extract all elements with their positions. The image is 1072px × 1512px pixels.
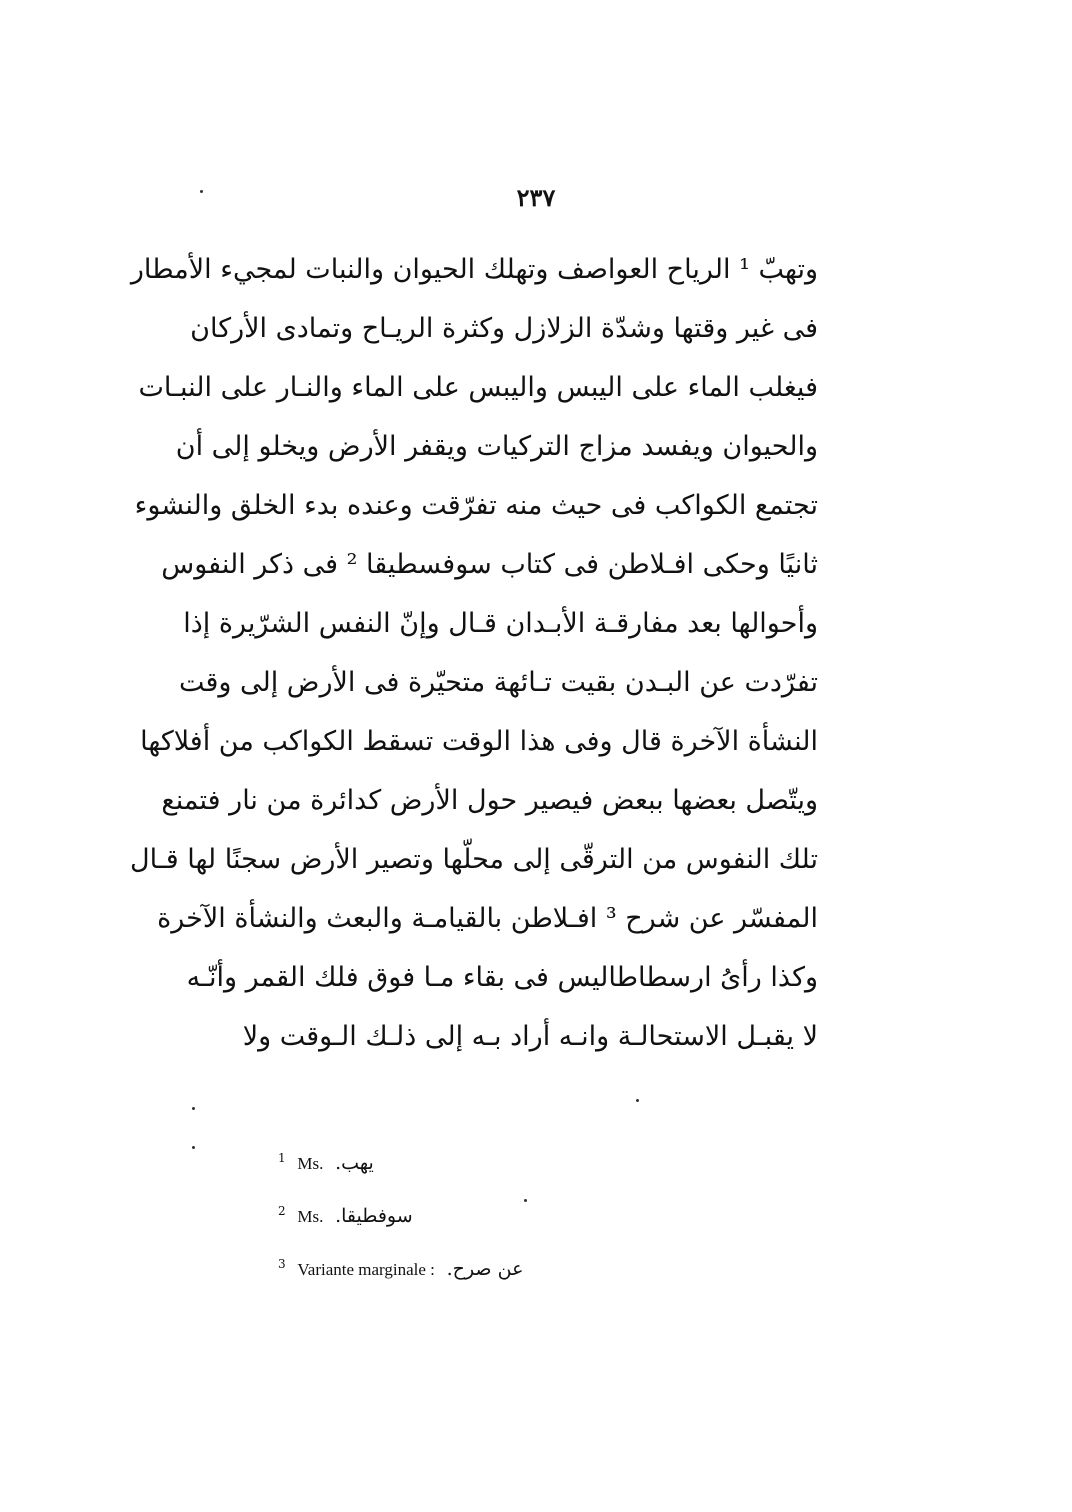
text-line: والحيوان ويفسد مزاج التركيات ويقفر الأرض ويخلو إلى أن [175, 431, 818, 462]
text-line: ثانيًا وحكى افـلاطن فى كتاب سوفسطيقا ² فى ذكر النفوس [161, 549, 818, 580]
footnote-text: عن صرح. [446, 1258, 524, 1280]
text-line: تجتمع الكواكب فى حيث منه تفرّقت وعنده بدء الخلق والنشوء [134, 490, 818, 521]
footnote-label: Variante marginale : [297, 1260, 435, 1279]
footnote-number: 1 [278, 1151, 286, 1165]
text-line: ويتّصل بعضها ببعض فيصير حول الأرض كدائرة من نار فتمنع [161, 785, 818, 816]
page-number: ٢٣٧ [516, 183, 556, 212]
footnotes [278, 1140, 778, 1299]
text-line: تفرّدت عن البـدن بقيت تـائهة متحيّرة فى الأرض إلى وقت [178, 667, 818, 698]
footnote-label: Ms. [297, 1207, 324, 1226]
scan-speck [200, 190, 203, 193]
footnote-label: Ms. [297, 1154, 324, 1173]
text-line: وأحوالها بعد مفارقـة الأبـدان قـال وإنّ النفس الشرّيرة إذا [183, 608, 818, 639]
footnote-text: يهب. [335, 1152, 374, 1174]
footnote-text: سوفطيقا. [335, 1205, 413, 1227]
text-line: المفسّر عن شرح ³ افـلاطن بالقيامـة والبعث والنشأة الآخرة [157, 903, 818, 934]
text-line: لا يقبـل الاستحالـة وانـه أراد بـه إلى ذلـك الـوقت ولا [242, 1021, 818, 1052]
footnote [278, 1193, 778, 1246]
text-line: وتهبّ ¹ الرياح العواصف وتهلك الحيوان والنبات لمجيء الأمطار [130, 254, 818, 285]
text-line: وكذا رأىُ ارسطاطاليس فى بقاء مـا فوق فلك القمر وأنّـه [186, 962, 818, 993]
text-line: النشأة الآخرة قال وفى هذا الوقت تسقط الكواكب من أفلاكها [140, 726, 818, 757]
scan-speck [192, 1146, 195, 1149]
scan-speck [192, 1107, 195, 1110]
footnote [278, 1246, 778, 1299]
footnote-number: 3 [278, 1257, 286, 1271]
text-line: فيغلب الماء على اليبس واليبس على الماء والنـار على النبـات [138, 372, 818, 403]
footnote [278, 1140, 778, 1193]
text-line: فى غير وقتها وشدّة الزلازل وكثرة الريـاح وتمادى الأركان [190, 313, 818, 344]
text-line: تلك النفوس من الترقّى إلى محلّها وتصير الأرض سجنًا لها قـال [130, 844, 818, 875]
footnote-number: 2 [278, 1204, 286, 1218]
body-text [130, 240, 818, 1066]
scan-speck [524, 1199, 527, 1202]
scan-speck [636, 1099, 639, 1102]
